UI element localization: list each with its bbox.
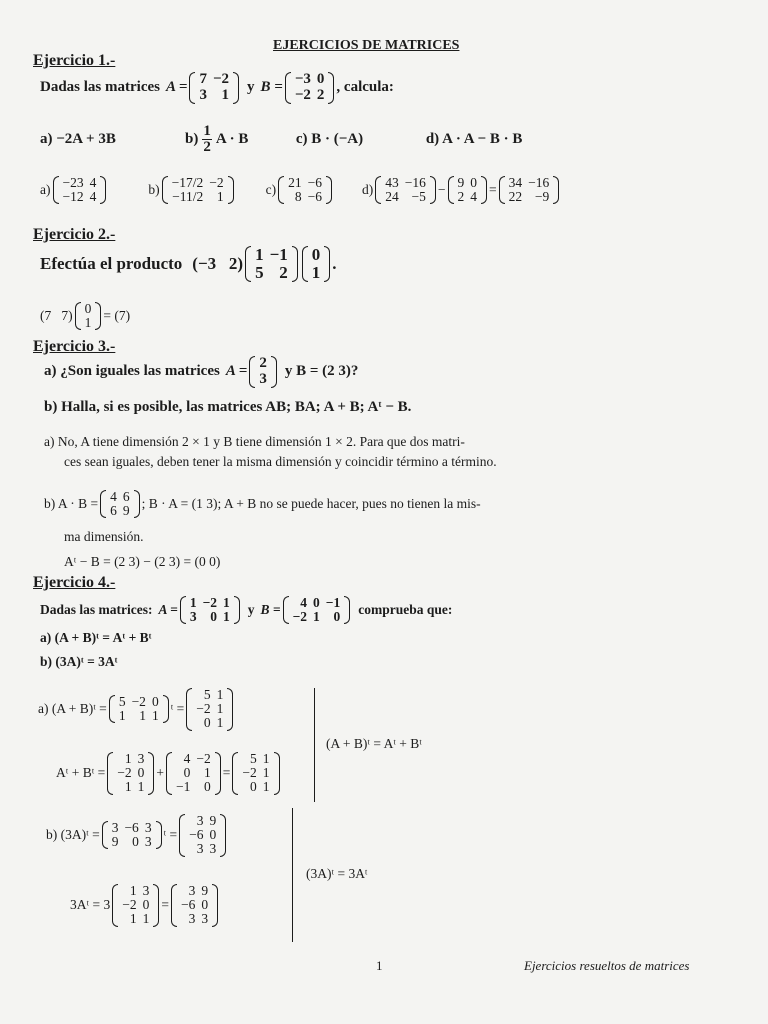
matrix-entries xyxy=(178,884,211,927)
exercise-2-vector xyxy=(302,246,331,282)
footer-text: Ejercicios resueltos de matrices xyxy=(524,958,690,973)
matrix-cell: 0 xyxy=(137,765,145,781)
matrix-right-bracket xyxy=(481,176,487,204)
matrix-cell: 0 xyxy=(151,694,159,710)
exercise-2-statement: Efectúa el producto (−3 2) 1 −1 5 2 0 1 . xyxy=(40,245,337,282)
matrix-cell: 2 xyxy=(316,86,325,103)
exercise-4-heading: Ejercicio 4.- xyxy=(33,574,116,591)
matrix-cell: 1 xyxy=(313,609,320,625)
exercise-4-matrix-B xyxy=(283,596,351,624)
matrix-entries xyxy=(169,176,227,204)
matrix-cell: 1 xyxy=(204,765,211,781)
matrix-entries xyxy=(290,596,344,624)
matrix-entries xyxy=(186,814,219,857)
sum-transpose-matrix xyxy=(186,688,233,731)
3A-transpose-matrix xyxy=(179,814,226,857)
matrix-cell: 3 xyxy=(188,911,196,927)
matrix-cell: −6 xyxy=(189,827,204,843)
matrix-right-bracket xyxy=(227,688,233,731)
matrix-right-bracket xyxy=(234,596,240,624)
matrix-cell: 1 xyxy=(216,687,224,702)
matrix-cell: 4 xyxy=(183,751,191,766)
matrix-cell: 1 xyxy=(118,708,126,724)
exercise-3-question-a: a) ¿Son iguales las matrices A = 2 3 y B = (2 3)? xyxy=(44,355,359,387)
matrix-left-bracket xyxy=(249,356,255,388)
matrix-cell: 3 xyxy=(142,883,150,898)
matrix-B xyxy=(285,72,335,104)
matrix-cell: −6 xyxy=(180,897,196,913)
matrix-left-bracket xyxy=(245,246,251,282)
matrix-cell: 1 xyxy=(189,595,197,610)
matrix-cell: 0 xyxy=(204,779,211,795)
matrix-entries xyxy=(285,176,325,204)
matrix-cell: 3 xyxy=(201,911,209,927)
exercise-1-questions: a) −2A + 3B b) 1 2 A · B c) B · (−A) d) A · A − B · B xyxy=(40,123,523,155)
matrix-cell: −9 xyxy=(534,189,550,205)
fraction-one-half: 1 2 xyxy=(203,123,211,155)
matrix-right-bracket xyxy=(324,246,330,282)
matrix-cell: 2 xyxy=(259,355,267,371)
matrix-right-bracket xyxy=(228,176,234,204)
exercise-4-solution-a-line1: a) (A + B)ᵗ = 5 −2 0 1 1 1 ᵗ = 5 1 −2 1 0 1 xyxy=(38,688,235,731)
matrix-cell: 1 xyxy=(311,262,321,282)
matrix-right-bracket xyxy=(212,884,218,927)
brace-a xyxy=(306,688,315,802)
matrix-left-bracket xyxy=(180,596,186,624)
page-number: 1 xyxy=(376,958,383,973)
matrix-cell: 4 xyxy=(89,175,97,190)
matrix-cell: 1 xyxy=(151,708,159,724)
matrix-cell: −2 xyxy=(196,701,211,717)
exercise-4-solution-b-line2: 3Aᵗ = 3 1 3 −2 0 1 1 = 3 9 −6 0 3 3 xyxy=(70,884,220,927)
exercise-2-solution: (7 7) 0 1 = (7) xyxy=(40,301,131,331)
exercise-4-conclusion-a: (A + B)ᵗ = Aᵗ + Bᵗ xyxy=(326,736,422,751)
matrix-cell: 9 xyxy=(209,813,217,828)
matrix-entries xyxy=(116,695,162,723)
matrix-left-bracket xyxy=(285,72,291,104)
matrix-cell: −2 xyxy=(131,694,146,710)
matrix-cell: −2 xyxy=(202,595,218,610)
matrix-cell: 43 xyxy=(385,175,399,190)
exercise-4-solution-a-line2: Aᵗ + Bᵗ = 1 3 −2 0 1 1 + 4 −2 0 1 −1 0 = 5 1 −2 1 0 1 xyxy=(56,752,282,795)
matrix-cell: −3 xyxy=(294,71,311,87)
matrix-cell: 4 xyxy=(470,189,477,205)
matrix-cell: −2 xyxy=(209,175,224,190)
brace-b xyxy=(284,808,293,942)
solution-b-matrix xyxy=(162,176,234,204)
matrix-entries xyxy=(109,821,155,849)
matrix-cell: 5 xyxy=(255,262,264,282)
matrix-left-bracket xyxy=(75,302,81,330)
matrix-cell: −2 xyxy=(292,609,308,625)
matrix-cell: 0 xyxy=(132,834,139,850)
matrix-cell: −1 xyxy=(176,779,191,795)
matrix-entries xyxy=(60,176,100,204)
matrix-cell: 1 xyxy=(129,911,137,927)
matrix-cell: 9 xyxy=(457,175,465,190)
exercise-3-solution-b-line3: Aᵗ − B = (2 3) − (2 3) = (0 0) xyxy=(64,554,221,569)
exercise-3-solution-a-line2: ces sean iguales, deben tener la misma dimensión y coincidir término a término. xyxy=(64,454,497,469)
matrix-cell: 6 xyxy=(122,489,130,504)
matrix-cell: 1 xyxy=(262,765,270,781)
matrix-entries xyxy=(455,176,481,204)
exercise-4-solution-b-line1: b) (3A)ᵗ = 3 −6 3 9 0 3 ᵗ = 3 9 −6 0 3 3 xyxy=(46,814,228,857)
matrix-cell: 1 xyxy=(221,86,230,103)
matrix-cell: 1 xyxy=(223,609,230,625)
page-title: EJERCICIOS DE MATRICES xyxy=(273,38,460,53)
matrix-cell: 7 xyxy=(199,71,207,87)
matrix-cell: 9 xyxy=(111,834,119,850)
solution-d-matrix-3 xyxy=(499,176,560,204)
matrix-cell: 1 xyxy=(223,595,230,610)
matrix-cell: 3 xyxy=(144,820,152,836)
matrix-left-bracket xyxy=(102,821,108,849)
matrix-right-bracket xyxy=(100,176,106,204)
matrix-cell: 3 xyxy=(189,609,197,625)
matrix-cell: 5 xyxy=(118,694,126,710)
exercise-3-solution-matrix xyxy=(100,490,140,518)
matrix-cell: −6 xyxy=(124,820,139,836)
matrix-entries xyxy=(82,302,95,330)
matrix-cell: 21 xyxy=(288,175,302,190)
matrix-cell: 6 xyxy=(110,503,117,519)
matrix-right-bracket xyxy=(328,72,334,104)
matrix-left-bracket xyxy=(448,176,454,204)
matrix-cell: 1 xyxy=(216,189,224,205)
exercise-3-solution-a-line1: a) No, A tiene dimensión 2 × 1 y B tiene dimensión 1 × 2. Para que dos matri- xyxy=(44,434,465,449)
matrix-cell: 34 xyxy=(508,175,523,190)
matrix-cell: −2 xyxy=(242,765,257,781)
matrix-left-bracket xyxy=(109,695,115,723)
matrix-entries xyxy=(187,596,233,624)
exercise-2-matrix xyxy=(245,246,298,282)
matrix-left-bracket xyxy=(162,176,168,204)
matrix-cell: 1 xyxy=(84,315,92,331)
matrix-cell: 5 xyxy=(250,751,257,766)
solution-d-matrix-1 xyxy=(375,176,436,204)
matrix-cell: 0 xyxy=(183,765,191,781)
matrix-left-bracket xyxy=(100,490,106,518)
matrix-cell: 3 xyxy=(188,883,196,898)
3-A-transpose-matrix xyxy=(171,884,218,927)
matrix-cell: 0 xyxy=(209,827,217,843)
matrix-cell: 1 xyxy=(255,245,264,264)
matrix-left-bracket xyxy=(283,596,289,624)
solution-c-matrix xyxy=(278,176,332,204)
matrix-entries xyxy=(173,752,214,795)
exercise-4-question-b: b) (3A)ᵗ = 3Aᵗ xyxy=(40,654,118,669)
matrix-right-bracket xyxy=(553,176,559,204)
matrix-cell: 3 xyxy=(196,813,204,828)
matrix-cell: 0 xyxy=(470,175,477,190)
matrix-cell: 24 xyxy=(385,189,399,205)
exercise-3-matrix-A xyxy=(249,356,277,388)
matrix-left-bracket xyxy=(232,752,238,795)
A-transpose-matrix xyxy=(107,752,154,795)
matrix-right-bracket xyxy=(220,814,226,857)
matrix-cell: 8 xyxy=(294,189,302,205)
matrix-left-bracket xyxy=(112,884,118,927)
matrix-right-bracket xyxy=(233,72,239,104)
matrix-entries xyxy=(382,176,429,204)
matrix-cell: −12 xyxy=(62,189,84,205)
matrix-right-bracket xyxy=(344,596,350,624)
matrix-cell: 3 xyxy=(209,841,217,857)
matrix-cell: 1 xyxy=(139,708,146,724)
matrix-cell: 1 xyxy=(262,751,270,766)
matrix-cell: 1 xyxy=(216,715,224,731)
matrix-cell: −2 xyxy=(122,897,137,913)
matrix-entries xyxy=(252,246,291,282)
matrix-left-bracket xyxy=(186,688,192,731)
matrix-cell: 4 xyxy=(110,489,117,504)
matrix-entries xyxy=(309,246,324,282)
matrix-cell: 0 xyxy=(250,779,257,795)
matrix-left-bracket xyxy=(53,176,59,204)
matrix-cell: 9 xyxy=(201,883,209,898)
matrix-left-bracket xyxy=(179,814,185,857)
matrix-left-bracket xyxy=(278,176,284,204)
matrix-cell: 2 xyxy=(279,262,288,282)
matrix-cell: 3 xyxy=(259,370,267,387)
matrix-entries xyxy=(292,72,328,104)
exercise-4-statement: Dadas las matrices: A = 1 −2 1 3 0 1 y B = 4 0 −1 −2 1 0 comprueba que: xyxy=(40,595,453,625)
exercise-4-question-a: a) (A + B)ᵗ = Aᵗ + Bᵗ xyxy=(40,630,152,645)
matrix-cell: 4 xyxy=(89,189,97,205)
matrix-cell: 3 xyxy=(199,86,207,103)
matrix-cell: −6 xyxy=(307,189,322,205)
matrix-cell: 0 xyxy=(316,71,325,87)
matrix-cell: −16 xyxy=(404,175,426,190)
matrix-cell: 0 xyxy=(313,595,320,610)
matrix-cell: 1 xyxy=(137,779,145,795)
matrix-cell: 0 xyxy=(210,609,218,625)
matrix-left-bracket xyxy=(499,176,505,204)
matrix-cell: 4 xyxy=(300,595,308,610)
matrix-cell: 3 xyxy=(137,751,145,766)
A-transpose-matrix-b xyxy=(112,884,159,927)
matrix-cell: 2 xyxy=(457,189,465,205)
matrix-cell: −6 xyxy=(307,175,322,190)
matrix-cell: 0 xyxy=(142,897,150,913)
matrix-cell: −1 xyxy=(269,245,288,264)
matrix-left-bracket xyxy=(171,884,177,927)
matrix-right-bracket xyxy=(271,356,277,388)
matrix-left-bracket xyxy=(166,752,172,795)
matrix-right-bracket xyxy=(430,176,436,204)
matrix-left-bracket xyxy=(302,246,308,282)
B-transpose-matrix xyxy=(166,752,221,795)
matrix-cell: −11/2 xyxy=(172,189,204,205)
matrix-right-bracket xyxy=(215,752,221,795)
matrix-cell: 3 xyxy=(144,834,152,850)
exercise-3-heading: Ejercicio 3.- xyxy=(33,338,116,355)
3A-matrix xyxy=(102,821,162,849)
exercise-4-matrix-A xyxy=(180,596,240,624)
matrix-cell: 0 xyxy=(311,245,321,264)
matrix-cell: −2 xyxy=(196,751,211,766)
matrix-cell: 0 xyxy=(203,715,211,731)
exercise-3-solution-b: b) A · B = 4 6 6 9 ; B · A = (1 3); A + B no se puede hacer, pues no tienen la mis- xyxy=(44,489,481,519)
matrix-right-bracket xyxy=(156,821,162,849)
matrix-cell: 1 xyxy=(124,779,132,795)
exercise-3-solution-b-line2: ma dimensión. xyxy=(64,529,144,544)
matrix-left-bracket xyxy=(375,176,381,204)
matrix-cell: 1 xyxy=(262,779,270,795)
matrix-cell: 3 xyxy=(196,841,204,857)
matrix-entries xyxy=(506,176,553,204)
matrix-cell: −1 xyxy=(325,595,341,610)
matrix-entries xyxy=(256,356,270,388)
matrix-cell: 1 xyxy=(142,911,150,927)
matrix-cell: −5 xyxy=(411,189,426,205)
matrix-right-bracket xyxy=(292,246,298,282)
matrix-cell: −2 xyxy=(212,71,230,87)
matrix-entries xyxy=(119,884,152,927)
exercise-1-solutions: a) −23 4 −12 4 b) −17/2 −2 −11/2 1 c) 21 −6 8 −6 d) 43 −16 24 −5 − 9 0 2 4 = 34 −16 22 −9 xyxy=(40,176,561,204)
matrix-right-bracket xyxy=(95,302,101,330)
solution-a-matrix xyxy=(53,176,107,204)
matrix-cell: −17/2 xyxy=(171,175,204,190)
matrix-cell: −16 xyxy=(528,175,550,190)
exercise-2-heading: Ejercicio 2.- xyxy=(33,226,116,243)
exercise-4-conclusion-b: (3A)ᵗ = 3Aᵗ xyxy=(306,866,368,881)
matrix-right-bracket xyxy=(148,752,154,795)
exercise-3-question-b: b) Halla, si es posible, las matrices AB; BA; A + B; Aᵗ − B. xyxy=(44,399,412,415)
matrix-cell: 0 xyxy=(333,609,341,625)
matrix-cell: −2 xyxy=(294,86,311,103)
matrix-cell: −23 xyxy=(62,175,84,190)
matrix-entries xyxy=(196,72,232,104)
matrix-entries xyxy=(114,752,147,795)
exercise-1-heading: Ejercicio 1.- xyxy=(33,52,116,69)
matrix-right-bracket xyxy=(326,176,332,204)
matrix-cell: 1 xyxy=(124,751,132,766)
matrix-cell: 0 xyxy=(201,897,209,913)
matrix-right-bracket xyxy=(274,752,280,795)
sum-matrix xyxy=(109,695,169,723)
exercise-1-statement: Dadas las matrices A = 7 −2 3 1 y B = −3 0 −2 2 , calcula: xyxy=(40,71,394,103)
matrix-right-bracket xyxy=(134,490,140,518)
matrix-cell: −2 xyxy=(117,765,132,781)
matrix-cell: 3 xyxy=(111,820,119,836)
matrix-A xyxy=(189,72,239,104)
matrix-left-bracket xyxy=(107,752,113,795)
matrix-entries xyxy=(107,490,133,518)
exercise-2-solution-vector xyxy=(75,302,102,330)
matrix-entries xyxy=(239,752,272,795)
transpose-sum-matrix xyxy=(232,752,279,795)
matrix-cell: 5 xyxy=(203,687,211,702)
matrix-left-bracket xyxy=(189,72,195,104)
matrix-cell: 1 xyxy=(129,883,137,898)
matrix-cell: 0 xyxy=(84,301,92,316)
matrix-cell: 9 xyxy=(122,503,130,519)
matrix-right-bracket xyxy=(163,695,169,723)
matrix-cell: 1 xyxy=(216,701,224,717)
matrix-cell: 22 xyxy=(508,189,523,205)
matrix-entries xyxy=(193,688,226,731)
matrix-right-bracket xyxy=(153,884,159,927)
solution-d-matrix-2 xyxy=(448,176,488,204)
